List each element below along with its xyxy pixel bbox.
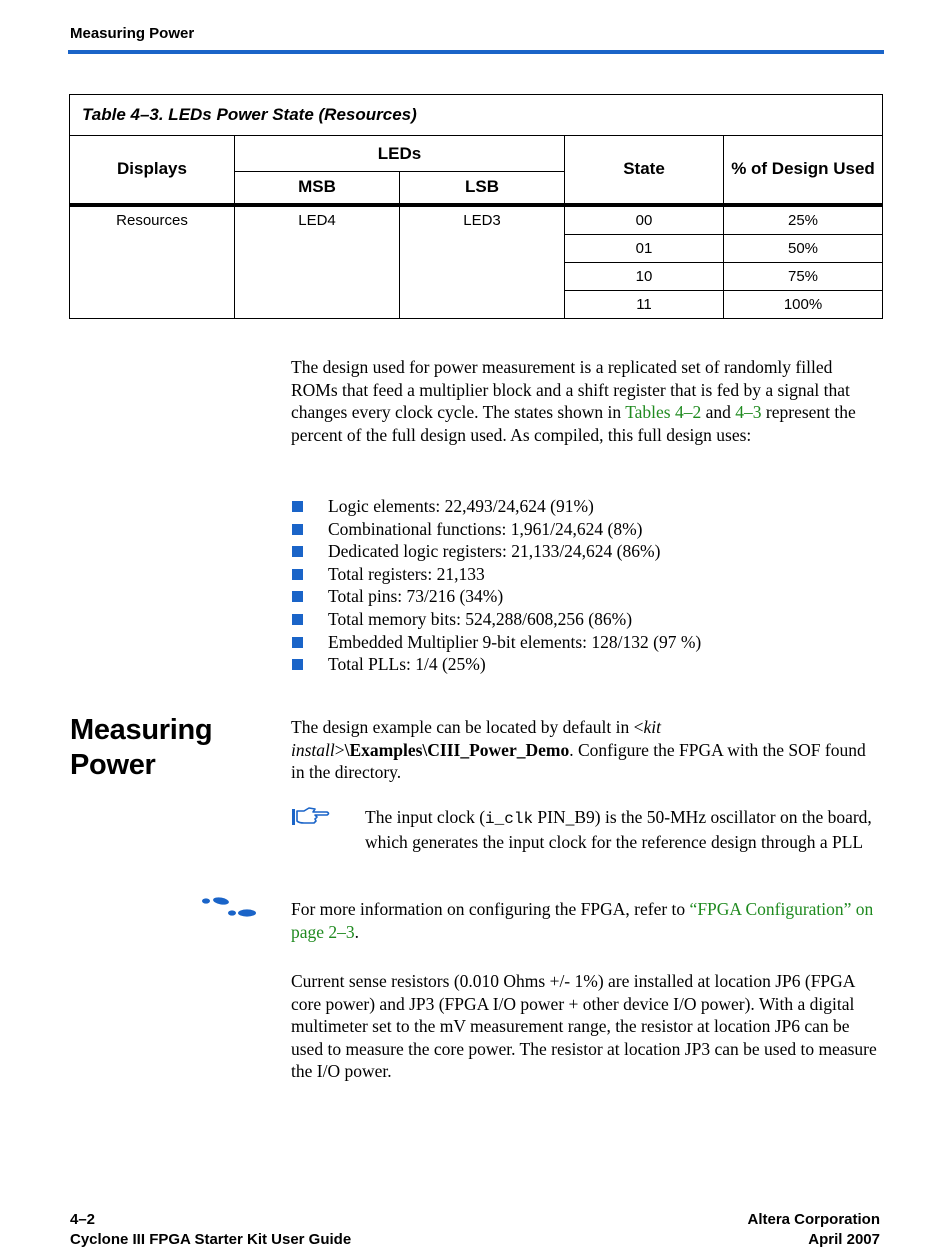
- col-pct-design: % of Design Used: [724, 136, 883, 205]
- guide-title: Cyclone III FPGA Starter Kit User Guide: [70, 1231, 352, 1248]
- table-4-3-link[interactable]: 4–3: [735, 402, 762, 423]
- location-paragraph: The design example can be located by default in <kit install>\Examples\CIII_Power_Demo. Configure the FPGA with the SOF found in the directory.: [291, 717, 866, 783]
- current-sense-paragraph: Current sense resistors (0.010 Ohms +/- 1%) are installed at location JP6 (FPGA core power) and JP3 (FPGA I/O power + other device I/O power). With a digital multimeter set to the mV measurement range, the resistor at location JP6 can be used to measure the core power. The resistor at location JP3 can be used to measure the I/O power.: [291, 971, 877, 1082]
- bullet-square-icon: [292, 591, 303, 602]
- col-lsb: LSB: [400, 172, 565, 205]
- cell-state: 00: [565, 205, 724, 235]
- bullet-square-icon: [292, 637, 303, 648]
- cell-pct: 25%: [724, 205, 883, 235]
- page-number: 4–2: [70, 1211, 96, 1228]
- table-caption: Table 4–3. LEDs Power State (Resources): [70, 95, 883, 136]
- footprints-icon: [200, 895, 258, 926]
- publication-date: April 2007: [808, 1231, 880, 1248]
- bullet-square-icon: [292, 614, 303, 625]
- col-state: State: [565, 136, 724, 205]
- input-clock-note: The input clock (i_clk PIN_B9) is the 50-MHz oscillator on the board, which generates the input clock for the reference design through a PLL: [365, 807, 872, 852]
- running-header: Measuring Power: [70, 25, 195, 42]
- footer-left: [70, 1210, 351, 1250]
- list-item: Total memory bits: 524,288/608,256 (86%): [291, 608, 883, 631]
- list-item: Total PLLs: 1/4 (25%): [291, 653, 883, 676]
- list-item: Total registers: 21,133: [291, 563, 883, 586]
- cell-display: Resources: [70, 205, 235, 319]
- bullet-square-icon: [292, 546, 303, 557]
- cell-pct: 100%: [724, 290, 883, 318]
- cell-pct: 75%: [724, 262, 883, 290]
- reference-paragraph: For more information on configuring the FPGA, refer to “FPGA Configuration” on page 2–3.: [291, 899, 874, 942]
- tables-4-2-link[interactable]: Tables 4–2: [625, 402, 702, 423]
- table-row: [70, 205, 883, 235]
- fpga-configuration-link[interactable]: “FPGA Configuration” on page 2–3: [291, 899, 874, 942]
- bullet-square-icon: [292, 659, 303, 670]
- bullet-square-icon: [292, 524, 303, 535]
- cell-msb: LED4: [235, 205, 400, 319]
- cell-lsb: LED3: [400, 205, 565, 319]
- company-name: Altera Corporation: [747, 1211, 880, 1228]
- list-item: Logic elements: 22,493/24,624 (91%): [291, 495, 883, 518]
- col-displays: Displays: [70, 136, 235, 205]
- cell-state: 10: [565, 262, 724, 290]
- cell-pct: 50%: [724, 234, 883, 262]
- list-item: Total pins: 73/216 (34%): [291, 585, 883, 608]
- list-item: Combinational functions: 1,961/24,624 (8%): [291, 518, 883, 541]
- bullet-square-icon: [292, 569, 303, 580]
- list-item: Dedicated logic registers: 21,133/24,624 (86%): [291, 540, 883, 563]
- footer-right: [747, 1210, 880, 1250]
- pointing-hand-icon: [291, 806, 331, 835]
- leds-power-state-table: [69, 94, 883, 319]
- bullet-square-icon: [292, 501, 303, 512]
- resource-usage-list: [291, 495, 883, 676]
- cell-state: 11: [565, 290, 724, 318]
- header-rule: [68, 50, 884, 54]
- section-heading: Measuring Power: [70, 714, 213, 781]
- col-msb: MSB: [235, 172, 400, 205]
- cell-state: 01: [565, 234, 724, 262]
- list-item: Embedded Multiplier 9-bit elements: 128/132 (97 %): [291, 631, 883, 654]
- col-leds: LEDs: [235, 136, 565, 172]
- intro-paragraph: The design used for power measurement is a replicated set of randomly filled ROMs that feed a multiplier block and a shift register that is fed by a signal that changes every clock cycle. The states shown in Tables 4–2 and 4–3 represent the percent of the full design used. As compiled, this full design uses:: [291, 357, 856, 445]
